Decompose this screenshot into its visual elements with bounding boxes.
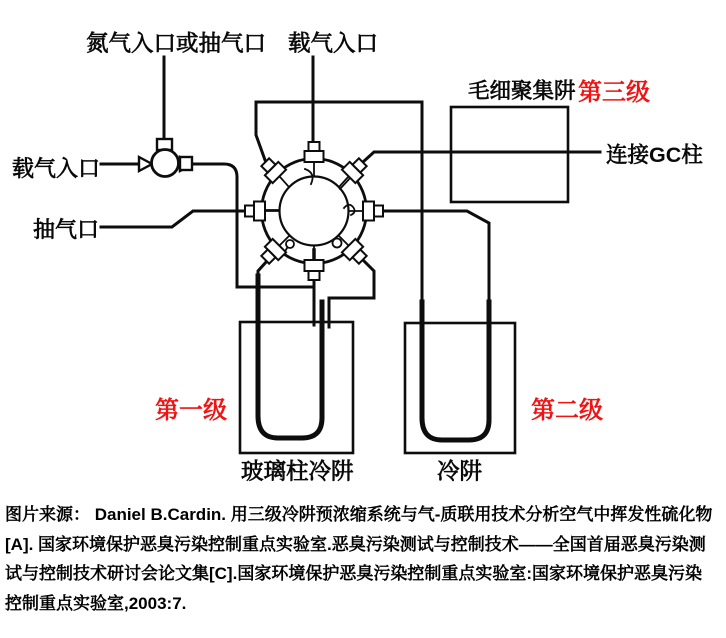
citation-caption [5,500,726,618]
eight-port-valve [245,142,383,280]
capillary-trap-box [451,107,568,202]
label-carrier-inlet-top: 载气入口 [288,31,379,56]
gc-line [363,152,600,162]
label-stage-1: 第一级 [155,397,227,424]
label-n2-inlet: 氮气入口或抽气口 [86,31,267,56]
label-capillary-trap: 毛细聚集阱 [468,79,576,103]
label-cold-trap: 冷阱 [437,459,483,484]
label-stage-2: 第二级 [531,397,603,424]
right-port-line [383,211,489,305]
caption-line: 图片来源： Daniel B.Cardin. 用三级冷阱预浓缩系统与气-质联用技术分析空气中挥发性硫化物 [5,505,713,524]
caption-line: [A]. 国家环境保护恶臭污染控制重点实验室.恶臭污染测试与控制技术——全国首届恶臭污染测 [5,534,706,554]
label-glass-trap: 玻璃柱冷阱 [241,459,354,484]
three-way-valve [139,139,193,177]
caption-line: 控制重点实验室,2003:7. [5,593,187,613]
caption-line: 试与控制技术研讨会论文集[C].国家环境保护恶臭污染控制重点实验室:国家环境保护恶臭污染 [5,564,702,584]
lower-right-step-line [329,259,374,327]
glass-trap-utube [258,276,322,438]
label-carrier-inlet-left: 载气入口 [12,156,101,181]
label-pump-port: 抽气口 [33,217,100,242]
label-gc-column: 连接GC柱 [606,143,703,167]
pump-port-line [101,211,245,227]
label-stage-3: 第三级 [578,79,650,106]
